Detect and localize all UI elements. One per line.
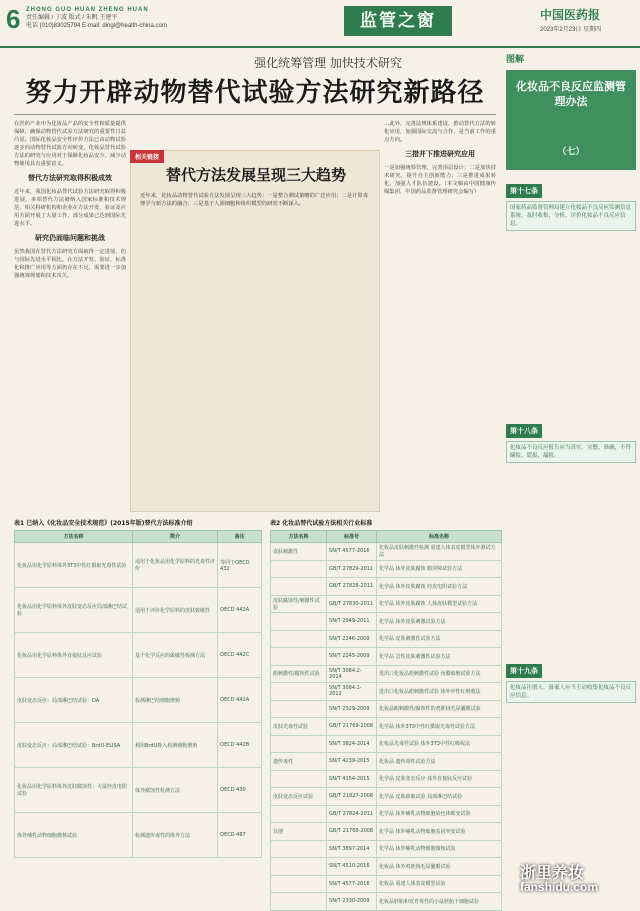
- table-cell: 体外哺乳动物细胞微核试验: [15, 813, 133, 858]
- paragraph: 在医药产业中为化妆品产品的安全性和质量提供保障，确保动物替代试验方法研究的重要性日益凸显。国际化妆品安全性评价方法已由动物试验逐步向动物替代试验方向转变，化妆品替代试验方法的研究与应用对于保障化妆品安全、减少动物使用具有重要意义。: [14, 121, 126, 167]
- banner-title: 化妆品不良反应监测管理办法: [516, 81, 626, 108]
- table-cell: 化妆品用化学原料体外3T3中性红摄取光毒性试验: [15, 543, 133, 588]
- table-row: [15, 678, 262, 723]
- table-row: [271, 893, 502, 911]
- page-number: 6: [6, 4, 21, 34]
- table-cell: GB/T 21827-2008: [327, 788, 377, 806]
- table-cell: GB/T 27830-2011: [327, 595, 377, 613]
- table-cell: 化妆品眼刺激性/腐蚀性的鸡胚绒毛尿囊膜试验: [376, 700, 501, 718]
- paragraph: 近年来，我国化妆品替代试验方法研究取得积极进展，多项替代方法被纳入国家标准和技术规范，相关科研机构和企业在方法开发、验证及应用方面开展了大量工作，部分成果已达到国际先进水平。: [14, 189, 126, 227]
- table-cell: 皮肤腐蚀性/刺激性试验: [271, 595, 327, 613]
- editors-line: 责任编辑 / 丁波 版式 / 朱帆 王建平: [26, 15, 118, 21]
- table-cell: 化学品 体外皮肤腐蚀 经皮电阻试验方法: [376, 578, 501, 596]
- table-cell: 皮肤刺激性: [271, 543, 327, 561]
- table-cell: [271, 700, 327, 718]
- table-cell: [271, 770, 327, 788]
- header-info: [26, 6, 167, 30]
- table-cell: 化妆品用化学原料体外直接肽反应试验: [15, 633, 133, 678]
- table-row: [271, 578, 502, 596]
- table-cell: OECD 442A: [218, 678, 262, 723]
- masthead: 中国医药报: [540, 8, 601, 22]
- table-cell: 化妆品用化学原料体外皮肤腐蚀性：大鼠经皮电阻试验: [15, 768, 133, 813]
- table-cell: SN/T 2246-2009: [327, 630, 377, 648]
- article-column-1: [14, 120, 126, 280]
- table-row: [271, 735, 502, 753]
- date: 2023年2月23日 星期四: [540, 27, 602, 33]
- table-cell: 适用于化妆品用化学原料的光毒性评价: [132, 543, 217, 588]
- column-header: 方法名称: [15, 531, 133, 543]
- table-row: [271, 788, 502, 806]
- table-cell: SN/T 2330-2009: [327, 893, 377, 911]
- table-row: [15, 588, 262, 633]
- sidebar: [506, 52, 636, 902]
- table-cell: GB/T 21769-2008: [327, 718, 377, 736]
- table-cell: 化学品 皮肤刺激性试验方法: [376, 630, 501, 648]
- related-title: 替代方法发展呈现三大趋势: [165, 166, 346, 184]
- table1: [14, 530, 262, 858]
- related-text: 近年来，化妆品动物替代试验方法发展呈现三大趋势：一是整合测试策略的广泛应用；二是计算毒理学与新方法的融合；三是基于人源细胞和组织模型的研究不断深入。: [140, 193, 368, 207]
- table-cell: GB/T 27828-2011: [327, 578, 377, 596]
- table-cell: 化妆品用化学原料体外皮肤变态反应局部淋巴结试验: [15, 588, 133, 633]
- paragraph: 一是加强统筹管理，完善顶层设计；二是加快技术研究，提升自主创新能力；三是推进成果转化，加强人才队伍建设。（本文稿由中国健康传媒集团、中国药品监督管理研究会编写）: [384, 165, 496, 195]
- table-row: [271, 613, 502, 631]
- table-row: [15, 723, 262, 768]
- item-tag: 第十七条: [506, 184, 542, 198]
- table-cell: [271, 613, 327, 631]
- table-cell: 化妆品胚胎和发育毒性的小鼠胚胎干细胞试验: [376, 893, 501, 911]
- banner-number: （七）: [557, 146, 585, 156]
- table-cell: [271, 630, 327, 648]
- kicker: 强化统筹管理 加快技术研究: [254, 56, 402, 70]
- item-tag: 第十八条: [506, 424, 542, 438]
- table-cell: 基于化学反应的致敏性检测方法: [132, 633, 217, 678]
- table-row: [271, 840, 502, 858]
- table-cell: 化学品 体外皮肤腐蚀 膜屏障试验方法: [376, 560, 501, 578]
- table-cell: 化学品 体外哺乳动物细胞染色体畸变试验: [376, 805, 501, 823]
- table-cell: 皮肤变态反应试验: [271, 788, 327, 806]
- table-row: [15, 768, 262, 813]
- table-cell: [271, 560, 327, 578]
- table-cell: 检测遗传毒性的体外方法: [132, 813, 217, 858]
- table-cell: 皮肤变态反应：局部淋巴结试验：DA: [15, 678, 133, 723]
- paragraph: …此外，完善法规体系建设，推动替代方法的转化应用，加强国际交流与合作，是当前工作的重点方向。: [384, 121, 496, 143]
- table-cell: SN/T 4510-2016: [327, 858, 377, 876]
- table-cell: 化学品 急性皮肤刺激性试验方法: [376, 648, 501, 666]
- table-cell: 化学品 体外哺乳动物细胞基因突变试验: [376, 823, 501, 841]
- table-cell: [271, 875, 327, 893]
- table-row: [271, 823, 502, 841]
- table-cell: 利用BrdU掺入检测细胞增殖: [132, 723, 217, 768]
- table-cell: 其他: [271, 823, 327, 841]
- table-cell: 化学品 皮肤变态反应 体外直接肽反应试验: [376, 770, 501, 788]
- table-cell: GB/T 27824-2011: [327, 805, 377, 823]
- paragraph: 虽然我国在替代方法研究方面取得一定进展，但与国际先进水平相比，在方法开发、验证、标准化和推广应用等方面仍存在不足，需要进一步加强统筹规划和技术攻关。: [14, 249, 126, 279]
- item-text: 国家药品监督管理局建立化妆品不良反应监测信息系统，及时收集、分析、评价化妆品不良反应信息。: [506, 201, 636, 231]
- table-row: [271, 665, 502, 683]
- table-row: [271, 560, 502, 578]
- table-cell: 化妆品 重建人体表皮模型试验: [376, 875, 501, 893]
- column-header: 标准名称: [376, 531, 501, 543]
- table-row: [271, 718, 502, 736]
- table-cell: SN/T 4239-2015: [327, 753, 377, 771]
- column-header: 备注: [218, 531, 262, 543]
- table-cell: [271, 578, 327, 596]
- table-cell: OECD 442B: [218, 723, 262, 768]
- table2: [270, 530, 502, 911]
- article-column-3: [384, 120, 496, 196]
- sidebar-item: [506, 658, 636, 703]
- table-cell: 适用于评价化学原料的皮肤致敏性: [132, 588, 217, 633]
- table-cell: 皮肤变态反应：局部淋巴结试验：BrdU-ELISA: [15, 723, 133, 768]
- page-title: 努力开辟动物替代试验方法研究新路径: [25, 78, 485, 108]
- table-row: [271, 753, 502, 771]
- table-cell: SN/T 4154-2015: [327, 770, 377, 788]
- related-tag: 相关链接: [130, 150, 164, 163]
- table-cell: 化学品 体外皮肤腐蚀 人体皮肤模型试验方法: [376, 595, 501, 613]
- table-cell: OECD 442C: [218, 633, 262, 678]
- table-cell: SN/T 4577-2016: [327, 543, 377, 561]
- table-cell: 体外腐蚀性检测方法: [132, 768, 217, 813]
- table-cell: GB/T 21768-2008: [327, 823, 377, 841]
- table-row: [271, 700, 502, 718]
- table1-caption: 表1 已纳入《化妆品安全技术规范》(2015年版)替代方法标准介绍: [14, 520, 193, 527]
- table-cell: [271, 805, 327, 823]
- sidebar-banner: [506, 70, 636, 170]
- table-cell: SN/T 3084.1-2012: [327, 683, 377, 701]
- table-row: [271, 595, 502, 613]
- table-row: [15, 543, 262, 588]
- sidebar-item: [506, 178, 636, 231]
- table-cell: 化学品 体外皮肤刺激试验方法: [376, 613, 501, 631]
- item-text: 化妆品不良反应报告应当真实、完整、准确，不得瞒报、谎报、漏报。: [506, 441, 636, 463]
- table-row: [271, 858, 502, 876]
- subheading: 三措并下推进研究应用: [405, 150, 475, 158]
- table-row: [271, 805, 502, 823]
- table-cell: SN/T 2949-2011: [327, 613, 377, 631]
- table-cell: [271, 735, 327, 753]
- table-cell: SN/T 3084.2-2014: [327, 665, 377, 683]
- table-cell: [271, 858, 327, 876]
- subheading: 替代方法研究取得积极成效: [28, 174, 112, 182]
- table-cell: 眼刺激性/腐蚀性试验: [271, 665, 327, 683]
- table-row: [271, 630, 502, 648]
- table2-caption: 表2 化妆品替代试验方法相关行业标准: [270, 520, 373, 527]
- column-header: 简介: [132, 531, 217, 543]
- column-title: 监管之窗: [344, 6, 452, 36]
- watermark-cn: 浙里养妆: [520, 865, 585, 882]
- table-cell: SN/T 2245-2009: [327, 648, 377, 666]
- table-cell: 等同于OECD 432: [218, 543, 262, 588]
- table-cell: OECD 430: [218, 768, 262, 813]
- table-row: [271, 543, 502, 561]
- contact-line: 电话 (010)83025794 E-mail: dingl@health-china.com: [26, 23, 167, 29]
- table-cell: 化妆品光毒性试验 体外3T3中性红吸收法: [376, 735, 501, 753]
- table-cell: [271, 840, 327, 858]
- table-cell: [271, 683, 327, 701]
- sidebar-head: 图解: [506, 54, 525, 64]
- table-row: [15, 813, 262, 858]
- column-header: 标准号: [327, 531, 377, 543]
- table-cell: SN/T 3897-2014: [327, 840, 377, 858]
- table-cell: 化妆品皮肤刺激性检测 重建人体表皮模型体外测试方法: [376, 543, 501, 561]
- table-cell: 化学品 皮肤致敏试验 局部淋巴结试验: [376, 788, 501, 806]
- table-cell: 进出口化妆品眼刺激性试验 体外中性红吸收法: [376, 683, 501, 701]
- table-row: [271, 648, 502, 666]
- table-cell: 皮肤光毒性试验: [271, 718, 327, 736]
- table-row: [15, 633, 262, 678]
- table-cell: OECD 442A: [218, 588, 262, 633]
- table-cell: GB/T 27829-2011: [327, 560, 377, 578]
- sidebar-item: [506, 418, 636, 463]
- table-cell: SN/T 2329-2009: [327, 700, 377, 718]
- table-cell: SN/T 4577-2016: [327, 875, 377, 893]
- table-cell: 化学品 体外哺乳动物细胞微核试验: [376, 840, 501, 858]
- table-cell: [271, 648, 327, 666]
- table-cell: 遗传毒性: [271, 753, 327, 771]
- table-row: [271, 770, 502, 788]
- brand-top: ZHONG GUO HUAN ZHENG HUAN: [26, 7, 149, 13]
- divider: [14, 114, 496, 115]
- table-cell: OECD 487: [218, 813, 262, 858]
- subheading: 研究仍面临问题和挑战: [35, 234, 105, 242]
- table-cell: SN/T 3824-2014: [327, 735, 377, 753]
- table-cell: 化学品 体外3T3中性红摄取光毒性试验方法: [376, 718, 501, 736]
- watermark-en: fanshidu.com: [520, 880, 599, 894]
- table-row: [271, 875, 502, 893]
- item-tag: 第十九条: [506, 664, 542, 678]
- table-cell: 进出口化妆品眼刺激性试验 角膜细胞试验方法: [376, 665, 501, 683]
- table-cell: 化妆品 体外鸡胚绒毛尿囊膜试验: [376, 858, 501, 876]
- column-header: 方法名称: [271, 531, 327, 543]
- table-row: [271, 683, 502, 701]
- table-cell: 检测淋巴结细胞增殖: [132, 678, 217, 723]
- item-text: 化妆品注册人、备案人应当主动收集化妆品不良反应信息。: [506, 681, 636, 703]
- table-cell: 化妆品 遗传毒性试验方法: [376, 753, 501, 771]
- table-cell: [271, 893, 327, 911]
